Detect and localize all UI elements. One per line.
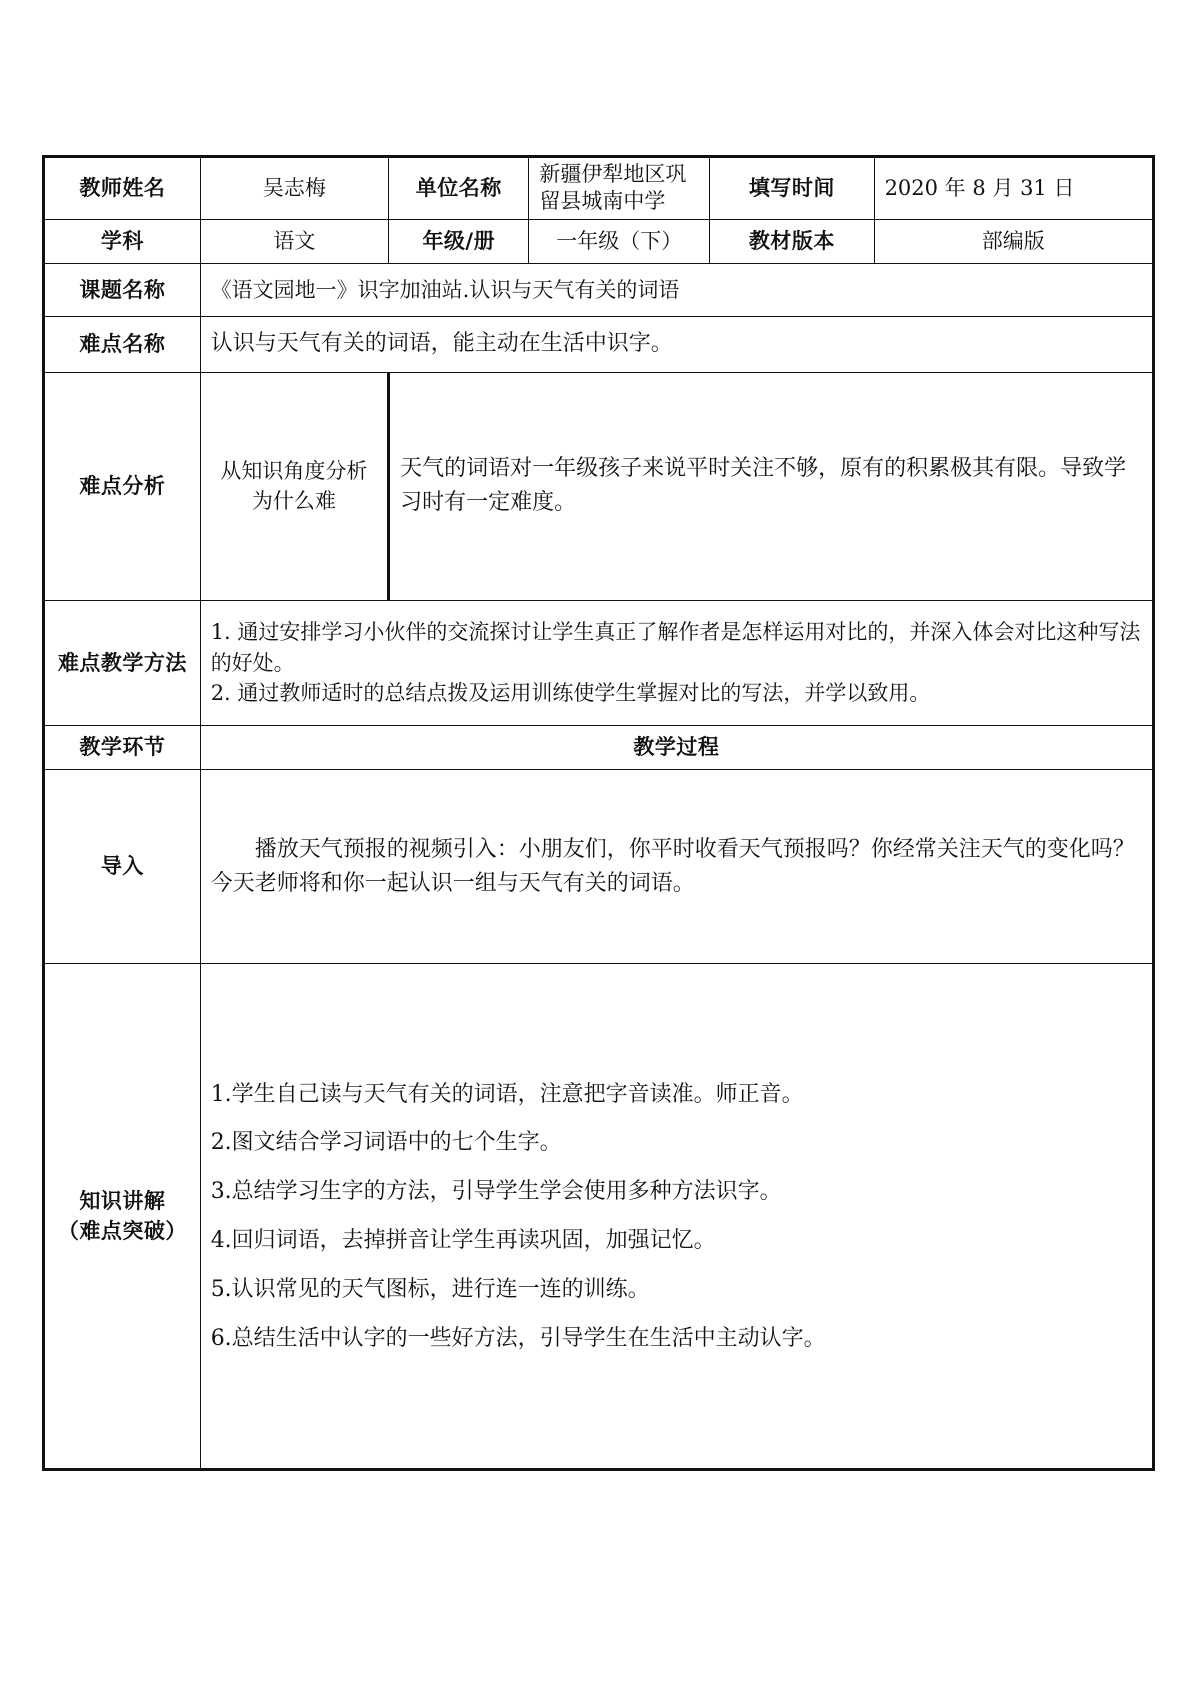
row-difficulty [44, 317, 1154, 373]
subject-label: 学科 [44, 219, 201, 264]
intro-content [200, 769, 1153, 964]
knowledge-label-line2: （难点突破） [57, 1219, 187, 1244]
row-teacher-info [44, 157, 1154, 220]
unit-name-value: 新疆伊犁地区巩留县城南中学 [529, 157, 710, 220]
lesson-plan-table [42, 155, 1155, 1471]
teacher-name-label: 教师姓名 [44, 157, 201, 220]
knowledge-label [44, 964, 201, 1470]
method-item: 1. 通过安排学习小伙伴的交流探讨让学生真正了解作者是怎样运用对比的，并深入体会对比这种写法的好处。 [210, 620, 1141, 675]
row-method [44, 600, 1154, 726]
row-intro [44, 769, 1154, 964]
knowledge-item: 5.认识常见的天气图标，进行连一连的训练。 [210, 1277, 650, 1303]
difficulty-value: 认识与天气有关的词语，能主动在生活中识字。 [200, 317, 1153, 373]
analysis-value: 天气的词语对一年级孩子来说平时关注不够，原有的积累极其有限。导致学习时有一定难度。 [389, 372, 1154, 600]
grade-value: 一年级（下） [529, 219, 710, 264]
row-process-header [44, 726, 1154, 770]
grade-label: 年级/册 [389, 219, 529, 264]
teacher-name-value: 吴志梅 [200, 157, 388, 220]
process-left-header: 教学环节 [44, 726, 201, 770]
analysis-sub-label: 从知识角度分析为什么难 [200, 372, 388, 600]
process-right-header: 教学过程 [200, 726, 1153, 770]
knowledge-item: 6.总结生活中认字的一些好方法，引导学生在生活中主动认字。 [210, 1325, 826, 1351]
knowledge-item: 4.回归词语，去掉拼音让学生再读巩固，加强记忆。 [210, 1228, 716, 1254]
row-analysis [44, 372, 1154, 600]
row-subject-info [44, 219, 1154, 264]
topic-label: 课题名称 [44, 264, 201, 317]
row-knowledge [44, 964, 1154, 1470]
edition-label: 教材版本 [710, 219, 874, 264]
knowledge-item: 1.学生自己读与天气有关的词语，注意把字音读准。师正音。 [210, 1081, 804, 1107]
intro-label: 导入 [44, 769, 201, 964]
knowledge-content [200, 964, 1153, 1470]
method-content [200, 600, 1153, 726]
knowledge-label-line1: 知识讲解 [79, 1188, 166, 1213]
analysis-label: 难点分析 [44, 372, 201, 600]
method-label: 难点教学方法 [44, 600, 201, 726]
method-item: 2. 通过教师适时的总结点拨及运用训练使学生掌握对比的写法，并学以致用。 [210, 681, 931, 706]
difficulty-label: 难点名称 [44, 317, 201, 373]
unit-name-label: 单位名称 [389, 157, 529, 220]
subject-value: 语文 [200, 219, 388, 264]
lesson-plan-sheet [42, 155, 1155, 1471]
intro-paragraph: 播放天气预报的视频引入：小朋友们，你平时收看天气预报吗？你经常关注天气的变化吗？今天老师将和你一起认识一组与天气有关的词语。 [210, 836, 1135, 896]
row-topic [44, 264, 1154, 317]
knowledge-item: 3.总结学习生字的方法，引导学生学会使用多种方法识字。 [210, 1179, 782, 1205]
topic-value: 《语文园地一》识字加油站.认识与天气有关的词语 [200, 264, 1153, 317]
knowledge-item: 2.图文结合学习词语中的七个生字。 [210, 1130, 562, 1156]
edition-value: 部编版 [874, 219, 1153, 264]
date-label: 填写时间 [710, 157, 874, 220]
date-value: 2020 年 8 月 31 日 [874, 157, 1153, 220]
